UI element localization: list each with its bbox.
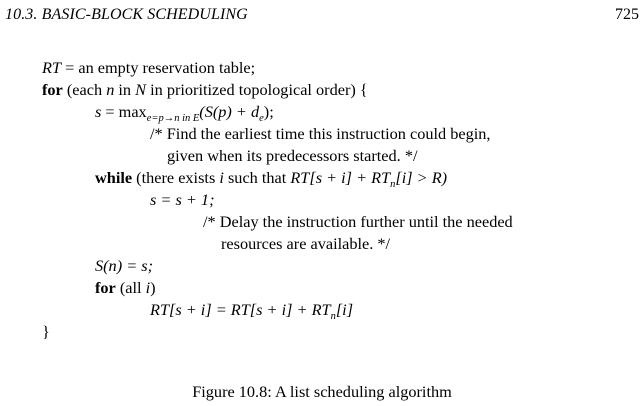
line11-close: ) bbox=[150, 278, 156, 297]
line-rt-update bbox=[150, 299, 353, 321]
rt-update-rhs: [i] bbox=[335, 300, 354, 319]
closing-brace: } bbox=[42, 322, 50, 341]
line-for-each bbox=[42, 79, 368, 101]
while-condition: RT[s + i] + RT bbox=[290, 168, 391, 187]
var-n: n bbox=[106, 80, 115, 99]
comment-line-3: /* Delay the instruction further until the needed bbox=[203, 212, 513, 231]
while-condition-2: [i] > R) bbox=[395, 168, 448, 187]
line6-pre: (there exists bbox=[132, 168, 220, 187]
de-subscript-text: e bbox=[259, 113, 264, 124]
comment-line-2: given when its predecessors started. */ bbox=[167, 146, 418, 165]
max-expr: (S(p) + d bbox=[199, 102, 260, 121]
var-N: N bbox=[135, 80, 147, 99]
line6-mid: such that bbox=[223, 168, 291, 187]
rtn-subscript-text: n bbox=[390, 179, 396, 190]
var-s: s bbox=[95, 102, 102, 121]
max-subscript-text: e=p→n in E bbox=[146, 113, 200, 124]
line-increment bbox=[150, 189, 215, 211]
comment-line-1: /* Find the earliest time this instruction could begin, bbox=[150, 124, 491, 143]
line-init-rt bbox=[42, 57, 255, 79]
line-assign-s bbox=[95, 255, 153, 277]
assign-stmt: S(n) = s; bbox=[95, 256, 154, 275]
line11-text: (all bbox=[115, 278, 146, 297]
page-number: 725 bbox=[615, 6, 639, 23]
line-s-max bbox=[95, 101, 274, 123]
line1-text: = an empty reservation table; bbox=[61, 58, 256, 77]
rt-update-lhs: RT[s + i] = RT[s + i] + RT bbox=[150, 300, 331, 319]
line2-in: in bbox=[114, 80, 136, 99]
line2-pre: (each bbox=[62, 80, 107, 99]
max-tail: ); bbox=[263, 102, 274, 121]
var-i: i bbox=[219, 168, 224, 187]
figure-caption: Figure 10.8: A list scheduling algorithm bbox=[192, 382, 452, 401]
line2-post: in prioritized topological order) { bbox=[146, 80, 368, 99]
keyword-while: while bbox=[95, 168, 133, 187]
comment-line-4: resources are available. */ bbox=[221, 234, 391, 253]
rt-symbol: RT bbox=[42, 58, 62, 77]
rtn-subscript-2-text: n bbox=[330, 311, 336, 322]
var-i-2: i bbox=[145, 278, 151, 297]
keyword-for-2: for bbox=[95, 278, 116, 297]
keyword-for: for bbox=[42, 80, 63, 99]
increment-stmt: s = s + 1; bbox=[150, 190, 215, 209]
page-header bbox=[5, 6, 639, 28]
line-while bbox=[95, 167, 447, 189]
line-for-all bbox=[95, 277, 156, 299]
section-title: 10.3. BASIC-BLOCK SCHEDULING bbox=[5, 6, 248, 23]
max-op: = max bbox=[101, 102, 147, 121]
